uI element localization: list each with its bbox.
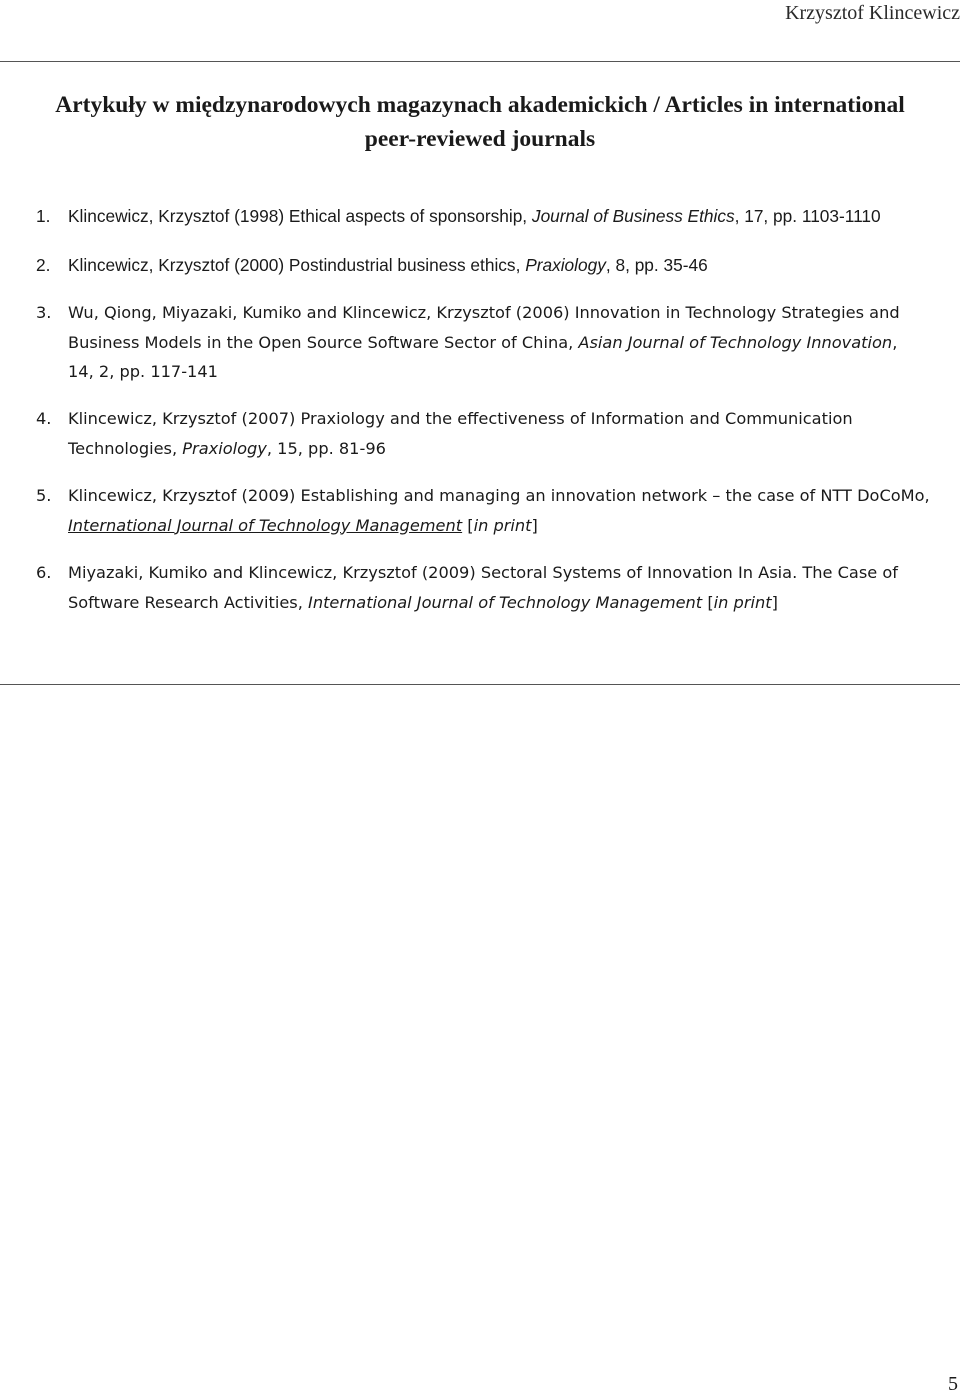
- entry-number: 2.: [36, 255, 51, 275]
- journal-title: Asian Journal of Technology Innovation: [578, 332, 893, 352]
- journal-title: Praxiology: [182, 438, 267, 458]
- section-title-line-1: Artykuły w międzynarodowych magazynach akademickich / Articles in international: [55, 92, 905, 118]
- entry-citation: [68, 558, 960, 617]
- citation-punct: ,: [892, 332, 898, 352]
- entry-citation: [68, 202, 960, 232]
- citation-line-1: Wu, Qiong, Miyazaki, Kumiko and Klincewicz, Krzysztof (2006) Innovation in Technology Strategies and: [68, 303, 900, 322]
- entry-number: 1.: [36, 206, 51, 226]
- entry-citation: [68, 404, 960, 463]
- header-rule: [0, 61, 960, 62]
- entry-citation: [68, 251, 960, 281]
- citation-line-1: Klincewicz, Krzysztof (2009) Establishing and managing an innovation network – the case of NTT DoCoMo,: [68, 486, 930, 505]
- citation-details: 14, 2, pp. 117-141: [68, 362, 218, 381]
- journal-title: Journal of Business Ethics: [531, 206, 735, 226]
- journal-title: Praxiology: [525, 255, 606, 275]
- citation-text: Software Research Activities,: [68, 592, 309, 612]
- citation-text: Klincewicz, Krzysztof (1998) Ethical aspects of sponsorship,: [68, 206, 532, 226]
- publication-status: in print: [473, 515, 532, 535]
- status-close: ]: [531, 515, 538, 535]
- section-title-line-2: peer-reviewed journals: [364, 126, 596, 152]
- citation-details: , 15, pp. 81-96: [266, 438, 386, 458]
- running-header-author: Krzysztof Klincewicz: [785, 2, 960, 24]
- section-title: [0, 88, 960, 156]
- citation-text: Technologies,: [68, 438, 183, 458]
- page-number: 5: [948, 1373, 958, 1395]
- citation-text: Klincewicz, Krzysztof (2000) Postindustrial business ethics,: [68, 255, 526, 275]
- journal-title: International Journal of Technology Management: [308, 592, 703, 612]
- entry-number: 3.: [36, 303, 52, 322]
- entry-number: 5.: [36, 486, 52, 505]
- entry-number: 6.: [36, 563, 52, 582]
- entry-citation: [68, 298, 960, 387]
- publication-status: in print: [713, 592, 772, 612]
- citation-text: Business Models in the Open Source Software Sector of China,: [68, 332, 579, 352]
- citation-details: , 17, pp. 1103-1110: [734, 206, 881, 226]
- journal-title: International Journal of Technology Management: [68, 515, 463, 535]
- status-open: [: [462, 515, 474, 535]
- citation-line-1: Klincewicz, Krzysztof (2007) Praxiology and the effectiveness of Information and Communication: [68, 409, 853, 428]
- status-open: [: [702, 592, 714, 612]
- citation-details: , 8, pp. 35-46: [605, 255, 708, 275]
- section-end-rule: [0, 684, 960, 685]
- entry-citation: [68, 481, 960, 540]
- entry-number: 4.: [36, 409, 52, 428]
- status-close: ]: [771, 592, 778, 612]
- citation-line-1: Miyazaki, Kumiko and Klincewicz, Krzysztof (2009) Sectoral Systems of Innovation In Asia. The Case of: [68, 563, 898, 582]
